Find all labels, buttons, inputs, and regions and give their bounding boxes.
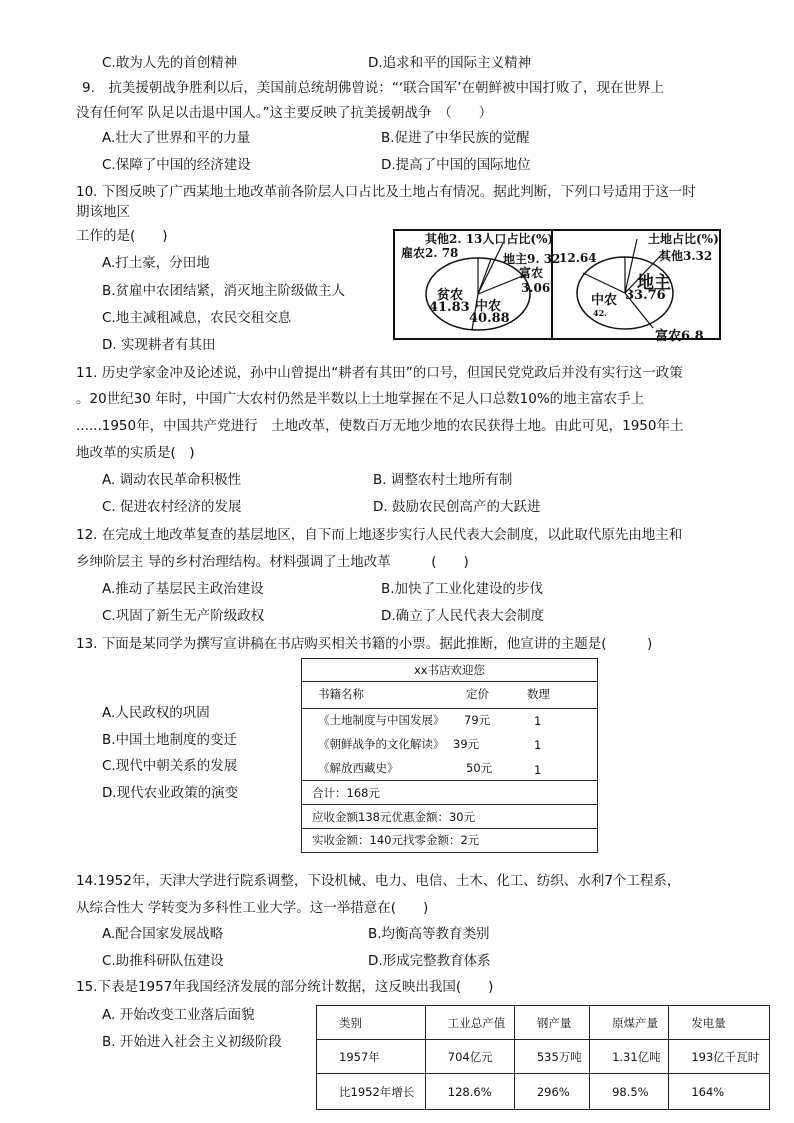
q10-option-a: A.打土豪，分田地 [102, 255, 210, 271]
population-pie-figure [393, 229, 561, 340]
receipt-item-name: 《朝鲜战争的文化解读》 [318, 737, 445, 751]
q12-option-d: D.确立了人民代表大会制度 [381, 608, 545, 624]
pie1-label-pinnong-value: 41.83 [429, 300, 470, 315]
table-row [317, 1040, 770, 1074]
q10-option-d: D. 实现耕者有其田 [102, 337, 216, 353]
table-cell: 1957年 [317, 1040, 426, 1074]
receipt-item-qty: 1 [534, 763, 542, 777]
q9-option-b: B.促进了中华民族的觉醒 [381, 130, 530, 146]
q14-option-d: D.形成完整教育体系 [368, 953, 491, 969]
receipt-item-price: 50元 [466, 761, 493, 775]
q11-option-d: D. 鼓励农民创高产的大跃进 [373, 499, 541, 515]
receipt-header-qty: 数理 [527, 687, 550, 701]
pie1-label-guqnong: 雇农2. 78 [401, 246, 459, 260]
pie2-title: 土地占比(%) [648, 232, 719, 246]
pie2-label-qita: 其他3.32 [659, 249, 713, 263]
receipt-divider [302, 681, 597, 682]
q9-option-c: C.保障了中国的经济建设 [102, 157, 251, 173]
receipt-paid: 实收金额：140元找零金额：2元 [312, 833, 480, 847]
table-header-cell: 发电量 [669, 1006, 770, 1040]
q10-stem-line2: 期该地区 [76, 204, 130, 220]
q8-option-c: C.敢为人先的首创精神 [102, 55, 238, 71]
table-header-cell: 钢产量 [514, 1006, 589, 1040]
q11-stem-line3: ......1950年，中国共产党进行 土地改革，使数百万无地少地的农民获得土地。由此可见，1950年土 [76, 418, 684, 434]
q13-option-b: B.中国土地制度的变迁 [102, 732, 238, 748]
q13-option-a: A.人民政权的巩固 [102, 705, 210, 721]
q12-stem-line2: 乡绅阶层主 导的乡村治理结构。材料强调了土地改革 ( ) [76, 554, 469, 570]
pie2-label-zhongnong: 中农 [591, 293, 618, 308]
q14-option-b: B.均衡高等教育类别 [368, 926, 490, 942]
pie2-label-dizhu-value: 33.76 [625, 288, 666, 303]
table-header-cell: 原煤产量 [590, 1006, 669, 1040]
q9-option-d: D.提高了中国的国际地位 [381, 157, 531, 173]
receipt-divider [302, 804, 597, 805]
q14-option-a: A.配合国家发展战略 [102, 926, 224, 942]
q15-stem-line1: 15.下表是1957年我国经济发展的部分统计数据，这反映出我国( ) [76, 979, 494, 995]
q10-stem-line3: 工作的是( ) [76, 228, 168, 244]
q14-option-c: C.助推科研队伍建设 [102, 953, 224, 969]
table-cell: 535万吨 [514, 1040, 589, 1074]
q11-stem-line4: 地改革的实质是( ) [76, 445, 195, 461]
table-header-cell: 工业总产值 [425, 1006, 514, 1040]
receipt-divider [302, 828, 597, 829]
pie1-label-funong-value: 3.06 [521, 281, 551, 295]
receipt-item-qty: 1 [534, 738, 542, 752]
table-cell: 98.5% [590, 1074, 669, 1110]
q9-stem-line1: 9. 抗美援朝战争胜利以后，美国前总统胡佛曾说：“‘联合国军’在朝鲜被中国打败了，现在世界上 [82, 80, 664, 96]
q11-option-c: C. 促进农村经济的发展 [102, 499, 242, 515]
q9-stem-line2: 没有任何军 队足以击退中国人。”这主要反映了抗美援朝战争 （ ） [76, 105, 493, 121]
table-cell: 比1952年增长 [317, 1074, 426, 1110]
receipt-item-name: 《土地制度与中国发展》 [318, 713, 445, 727]
table-cell: 128.6% [425, 1074, 514, 1110]
pie1-label-zhongnong: 中农 [475, 299, 502, 314]
pie2-label-funong: 富农6.8 [655, 329, 704, 344]
pie1-label-zhongnong-value: 40.88 [469, 311, 510, 326]
q15-option-b: B. 开始进入社会主义初级阶段 [102, 1034, 282, 1050]
receipt-due: 应收金额138元优惠金额：30元 [312, 810, 476, 824]
q15-option-a: A. 开始改变工业落后面貌 [102, 1007, 255, 1023]
pie2-label-guqnong-value: 12.64 [559, 251, 597, 265]
q14-stem-line2: 从综合性大 学转变为多科性工业大学。这一举措意在( ) [76, 900, 429, 916]
receipt-divider [302, 708, 597, 709]
q12-option-c: C.巩固了新生无产阶级政权 [102, 608, 265, 624]
receipt-total: 合计：168元 [312, 786, 380, 800]
receipt-header-price: 定价 [466, 687, 489, 701]
receipt-header-name: 书籍名称 [318, 687, 364, 701]
pie1-label-pinnong: 贫农 [437, 288, 464, 303]
table-cell: 704亿元 [425, 1040, 514, 1074]
receipt-item-name: 《解放西藏史》 [318, 761, 399, 775]
receipt-title: xx书店欢迎您 [413, 663, 486, 677]
pie2-label-dizhu: 地主 [637, 273, 671, 293]
q12-stem-line1: 12. 在完成土地改革复查的基层地区，自下而上地逐步实行人民代表大会制度，以此取代原先由地主和 [76, 527, 683, 543]
receipt-divider [302, 780, 597, 781]
table-header-row [317, 1006, 770, 1040]
table-cell: 193亿千瓦时 [669, 1040, 770, 1074]
table-cell: 164% [669, 1074, 770, 1110]
q11-option-b: B. 调整农村土地所有制 [373, 472, 513, 488]
q9-option-a: A.壮大了世界和平的力量 [102, 130, 251, 146]
q10-option-b: B.贫雇中农团结紧，消灭地主阶级做主人 [102, 283, 346, 299]
q11-stem-line2: 。20世纪30 年时，中国广大农村仍然是半数以上土地掌握在不足人口总数10%的地主富农手上 [76, 391, 645, 407]
land-pie-figure [553, 229, 721, 344]
bookstore-receipt [301, 658, 598, 853]
q10-stem-line1: 10. 下图反映了广西某地土地改革前各阶层人口占比及土地占有情况。据此判断，下列口号适用于这一时 [76, 184, 696, 200]
q11-stem-line1: 11. 历史学家金冲及论述说，孙中山曾提出“耕者有其田”的口号，但国民党党政后并没有实行这一政策 [76, 365, 683, 381]
pie1-title: 其他2. 13人口占比(%) [425, 232, 554, 246]
pie1-label-dizhu: 地主9. 32 [503, 252, 561, 266]
pie2-label-zhongnong-value: 42. [593, 308, 607, 318]
receipt-item-price: 79元 [464, 713, 491, 727]
table-cell: 1.31亿吨 [590, 1040, 669, 1074]
receipt-item-price: 39元 [453, 737, 480, 751]
q13-stem-line1: 13. 下面是某同学为撰写宣讲稿在书店购买相关书籍的小票。据此推断，他宣讲的主题是( ) [76, 636, 653, 652]
q13-option-c: C.现代中朝关系的发展 [102, 758, 238, 774]
q11-option-a: A. 调动农民革命积极性 [102, 472, 242, 488]
q10-option-c: C.地主减租减息，农民交租交息 [102, 310, 292, 326]
q8-option-d: D.追求和平的国际主义精神 [368, 55, 532, 71]
table-row [317, 1074, 770, 1110]
table-header-cell: 类别 [317, 1006, 426, 1040]
receipt-item-qty: 1 [534, 714, 542, 728]
table-cell: 296% [514, 1074, 589, 1110]
economy-stats-table [316, 1005, 770, 1110]
q13-option-d: D.现代农业政策的演变 [102, 785, 239, 801]
q12-option-a: A.推动了基层民主政治建设 [102, 581, 264, 597]
q14-stem-line1: 14.1952年，天津大学进行院系调整，下设机械、电力、电信、土木、化工、纺织、水利7个工程系， [76, 873, 681, 889]
q12-option-b: B.加快了工业化建设的步伐 [381, 581, 544, 597]
pie1-label-funong: 富农 [519, 266, 544, 280]
